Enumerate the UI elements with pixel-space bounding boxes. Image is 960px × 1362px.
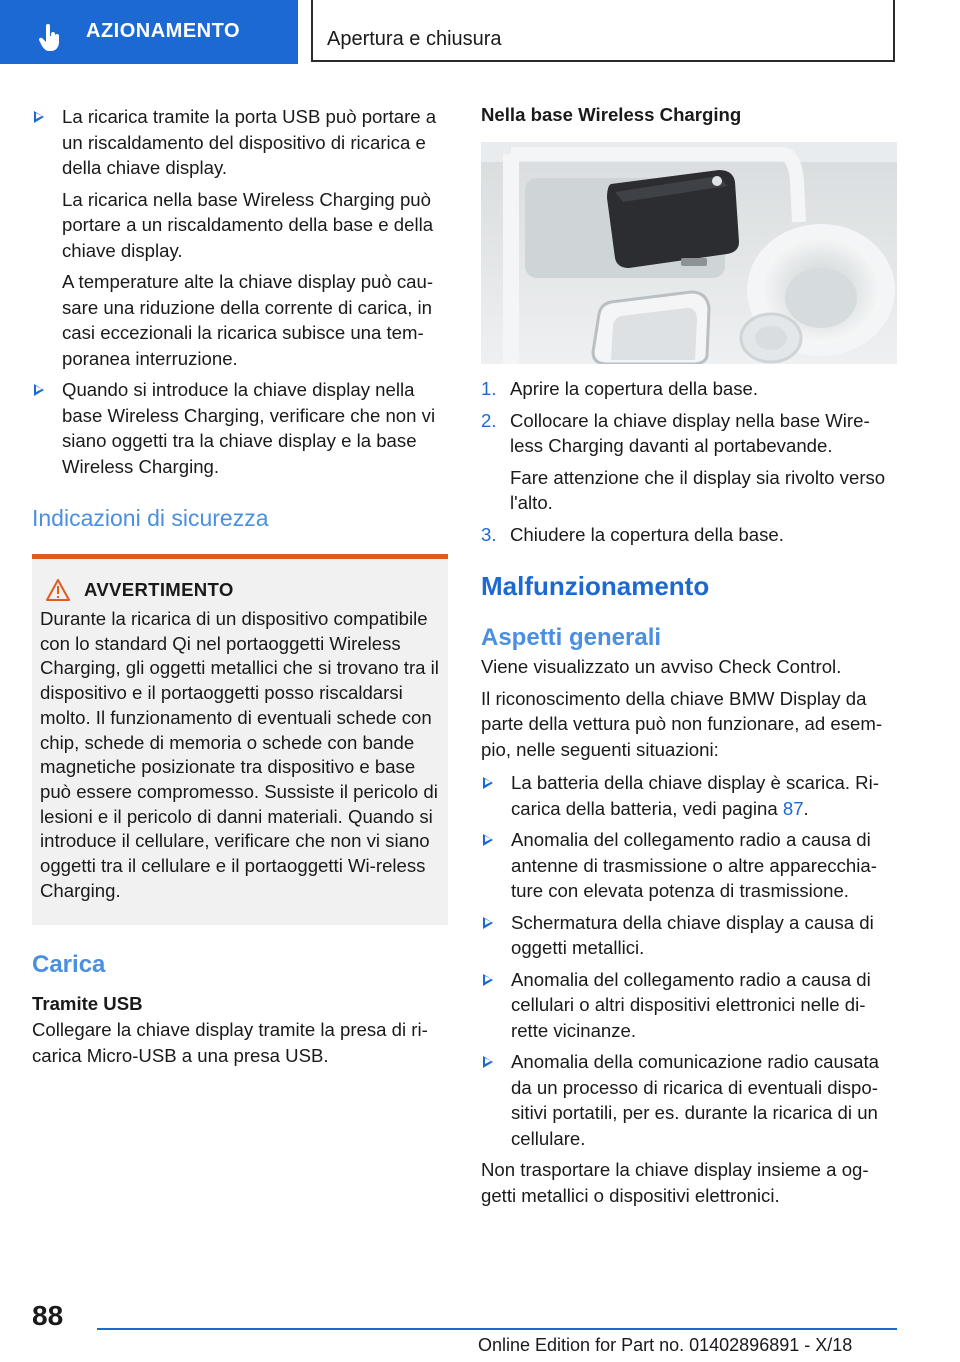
general-heading: Aspetti generali [481, 624, 662, 651]
section-tab [0, 0, 298, 64]
chapter-label: Apertura e chiusura [327, 28, 502, 50]
edition-text: Online Edition for Part no. 01402896891 - X/18 [478, 1335, 853, 1355]
footer-divider [97, 1328, 897, 1330]
list-item [481, 827, 897, 904]
triangle-bullet-icon [483, 777, 493, 789]
list-item [481, 770, 897, 821]
step-text: Collocare la chiave display nella base Wire-less Charging davanti al portabevande. [510, 409, 870, 456]
paragraph: Anomalia del collegamento radio a causa di antenne di trasmissione o altre apparecchia-ture con elevata potenza di trasmissione. [511, 829, 877, 901]
step-text: Aprire la copertura della base. [510, 378, 759, 399]
triangle-bullet-icon [34, 384, 44, 396]
paragraph: Anomalia del collegamento radio a causa di cellulari o altri dispositivi elettronici nelle di-rette vicinanze. [511, 968, 871, 1041]
list-item [481, 408, 897, 516]
triangle-bullet-icon [483, 1056, 493, 1068]
warning-triangle-icon [46, 579, 70, 601]
paragraph [511, 770, 897, 821]
charge-heading: Carica [32, 951, 106, 979]
steps-list [481, 376, 897, 547]
section-label: AZIONAMENTO [86, 20, 241, 42]
triangle-bullet-icon [483, 917, 493, 929]
left-column [32, 104, 448, 1068]
step-number: 2. [481, 409, 497, 431]
usb-text: Collegare la chiave display tramite la presa di ri-carica Micro-USB a una presa USB. [32, 1019, 428, 1066]
wireless-charging-tray-photo [481, 142, 897, 364]
triangle-bullet-icon [483, 834, 493, 846]
paragraph: La ricarica tramite la porta USB può portare a un riscaldamento del dispositivo di ricarica e della chiave display. [62, 106, 437, 178]
paragraph: Viene visualizzato un avviso Check Control. [481, 656, 842, 677]
paragraph: Il riconoscimento della chiave BMW Display da parte della vettura può non funzionare, ad esem-pio, nelle seguenti situazioni: [481, 687, 883, 760]
situation-end: . [803, 797, 809, 819]
paragraph: Quando si introduce la chiave display nella base Wireless Charging, verificare che non vi siano oggetti tra la chiave display e la base Wireless Charging. [62, 379, 436, 477]
safety-heading: Indicazioni di sicurezza [32, 505, 269, 531]
warning-box [32, 554, 448, 925]
list-item [32, 377, 448, 479]
paragraph: A temperature alte la chiave display può cau-sare una riduzione della corrente di carica, in casi eccezionali la ricarica subisce una tem-poranea interruzione. [62, 271, 434, 369]
closing-paragraph: Non trasportare la chiave display insieme a og-getti metallici o dispositivi elettronici. [481, 1159, 869, 1206]
situation-text: La batteria della chiave display è scarica. Ri-carica della batteria, vedi pagina [511, 772, 879, 819]
triangle-bullet-icon [34, 111, 44, 123]
malfunction-heading: Malfunzionamento [481, 571, 710, 601]
step-number: 1. [481, 378, 497, 399]
warning-title-text: AVVERTIMENTO [84, 579, 234, 600]
list-item [481, 522, 897, 548]
wireless-heading: Nella base Wireless Charging [481, 104, 742, 125]
list-item [481, 376, 897, 402]
step-number: 3. [481, 523, 497, 545]
chapter-tab [311, 0, 895, 62]
paragraph: Schermatura della chiave display a causa di oggetti metallici. [511, 911, 874, 958]
paragraph: Anomalia della comunicazione radio causata da un processo di ricarica di eventuali dispo-sitivi portatili, per es. durante la ricarica di un cellulare. [511, 1051, 879, 1149]
step-text: Chiudere la copertura della base. [510, 523, 784, 545]
warning-title [40, 579, 440, 601]
usb-heading: Tramite USB [32, 993, 143, 1015]
list-item [32, 104, 448, 371]
page-number: 88 [32, 1300, 64, 1331]
list-item [481, 967, 897, 1044]
step-note: Fare attenzione che il display sia rivolto verso l'alto. [510, 466, 886, 513]
page-link[interactable]: 87 [782, 797, 804, 819]
list-item [481, 1049, 897, 1151]
triangle-bullet-icon [483, 974, 493, 986]
paragraph: La ricarica nella base Wireless Charging può portare a un riscaldamento della base e della chiave display. [62, 188, 434, 261]
list-item [481, 910, 897, 961]
warning-text: Durante la ricarica di un dispositivo compatibile con lo standard Qi nel portaoggetti Wireless Charging, gli oggetti metallici che si trovano tra il dispositivo e il portaoggetti posso riscaldarsi molto. Il funzionamento di eventuali schede con chip, schede di memoria o schede con bande magnetiche posizionate tra dispositivo e base può essere compromesso. Sussiste il pericolo di lesioni e il pericolo di danni materiali. Quando si introduce il cellulare, verificare che non vi siano oggetti tra il cellulare e il portaoggetti Wi-reless Charging. [40, 608, 439, 901]
right-column [481, 104, 897, 1208]
hand-pointer-icon [38, 24, 62, 52]
